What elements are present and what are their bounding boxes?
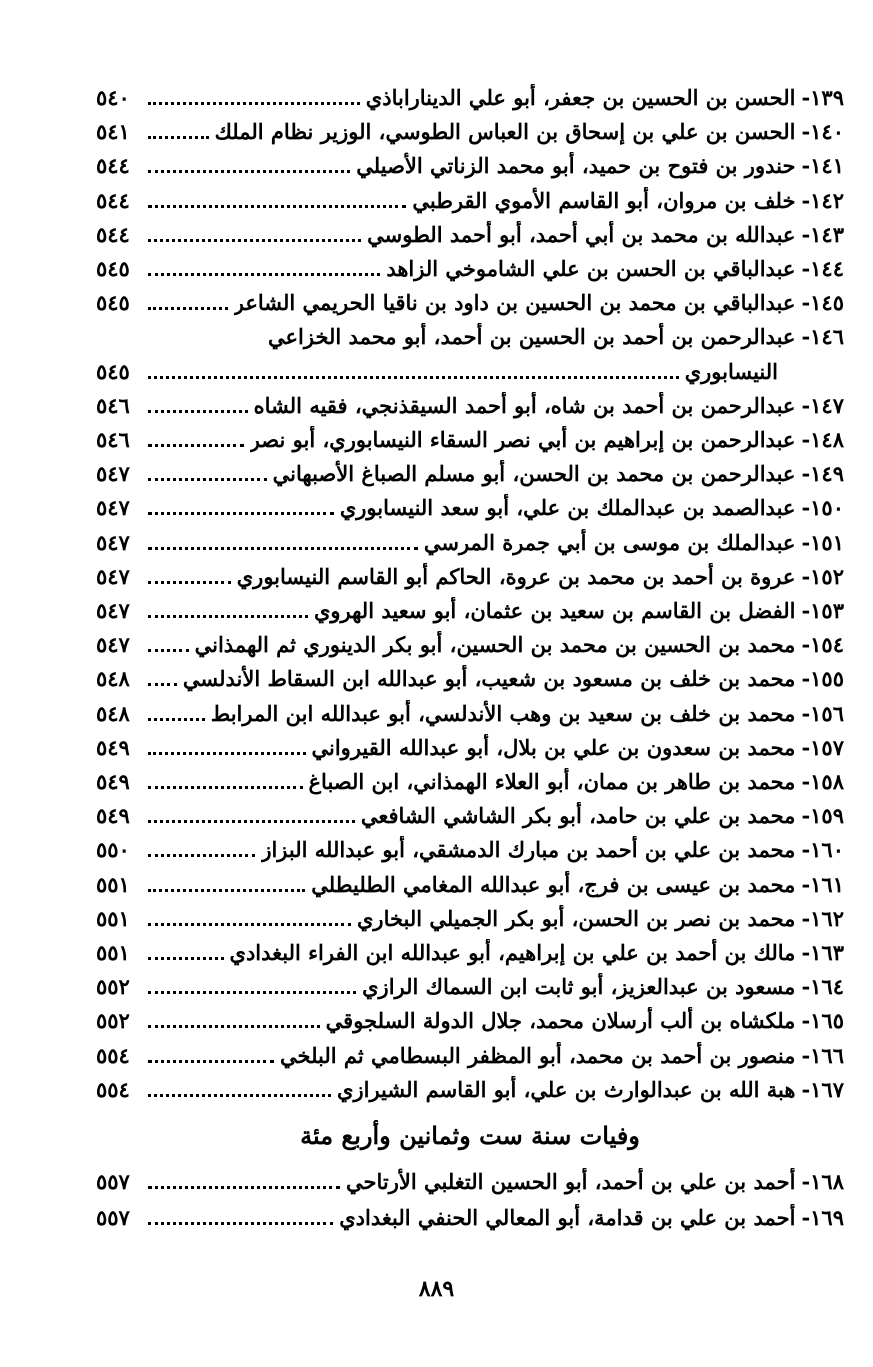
index-entry (96, 1070, 844, 1104)
entry-page-number: ٥٥٧ (96, 1205, 130, 1230)
entry-name: محمد بن خلف بن مسعود بن شعيب، أبو عبدالله ابن السقاط الأندلسي (182, 666, 796, 692)
index-entry (96, 796, 844, 830)
entry-name: خلف بن مروان، أبو القاسم الأموي القرطبي (412, 187, 796, 213)
leader-dots (148, 1094, 331, 1097)
leader-dots (148, 752, 306, 755)
entry-name: الفضل بن القاسم بن سعيد بن عثمان، أبو سعيد الهروي (313, 598, 796, 623)
entry-name: محمد بن خلف بن سعيد بن وهب الأندلسي، أبو عبدالله ابن المرابط (210, 700, 796, 726)
entry-page-number: ٥٥٤ (96, 1076, 130, 1102)
entry-number: ١٥٧- (801, 734, 844, 760)
leader-dots (148, 170, 350, 173)
index-entry (96, 317, 844, 351)
entry-number: ١٦٨- (801, 1169, 844, 1194)
entry-number: ١٥٦- (801, 700, 844, 726)
entry-page-number: ٥٤٤ (96, 187, 130, 213)
entry-page-number: ٥٤٧ (96, 598, 130, 623)
index-entry (96, 967, 844, 1001)
index-entry (96, 659, 844, 693)
entry-name: عبدالملك بن موسى بن أبي جمرة المرسي (423, 529, 796, 555)
page-folio: ٨٨٩ (418, 1276, 455, 1302)
entry-number: ١٤١- (801, 153, 844, 179)
index-entry (96, 591, 844, 625)
entry-number: ١٤٩- (801, 461, 844, 487)
entry-name: عبدالرحمن بن أحمد بن شاه، أبو أحمد السيقذنجي، فقيه الشاه (253, 392, 796, 418)
entry-number: ١٥٤- (801, 632, 844, 658)
index-entry (96, 352, 844, 386)
leader-dots (148, 718, 205, 721)
entry-name: مسعود بن عبدالعزيز، أبو ثابت ابن السماك الرازي (362, 974, 796, 1000)
leader-dots (148, 923, 351, 926)
leader-dots (148, 991, 356, 994)
entry-name: حندور بن فتوح بن حميد، أبو محمد الزناتي الأصيلي (356, 153, 796, 179)
entry-page-number: ٥٤٩ (96, 803, 130, 829)
entry-page-number: ٥٥١ (96, 905, 130, 931)
leader-dots (148, 1025, 320, 1028)
leader-dots (148, 683, 177, 686)
leader-dots (148, 478, 267, 481)
entry-page-number: ٥٤٥ (96, 256, 130, 281)
entry-number: ١٦١- (801, 871, 844, 897)
index-entry (96, 694, 844, 728)
leader-dots (148, 1186, 340, 1189)
leader-dots (148, 273, 380, 276)
index-entry (96, 283, 844, 317)
entry-name: هبة الله بن عبدالوارث بن علي، أبو القاسم الشيرازي (337, 1076, 796, 1102)
entry-name: محمد بن علي بن حامد، أبو بكر الشاشي الشافعي (360, 803, 796, 829)
entry-name: عبدالباقي بن محمد بن الحسين بن داود بن ناقيا الحريمي الشاعر (233, 290, 796, 316)
entry-page-number: ٥٤٦ (96, 427, 130, 452)
entry-number: ١٥٠- (801, 495, 844, 521)
index-entry (96, 933, 844, 967)
leader-dots (148, 239, 361, 242)
entry-page-number: ٥٤٧ (96, 632, 130, 658)
entry-page-number: ٥٥١ (96, 871, 130, 897)
entry-page-number: ٥٤٥ (96, 358, 130, 384)
entry-page-number: ٥٥٢ (96, 1008, 130, 1034)
entry-name: عبدالرحمن بن إبراهيم بن أبي نصر السقاء النيسابوري، أبو نصر (249, 427, 796, 452)
entry-number: ١٦٢- (801, 905, 844, 931)
entry-number: ١٦٣- (801, 940, 844, 965)
entry-name: عبدالباقي بن الحسن بن علي الشاموخي الزاهد (386, 256, 796, 281)
leader-dots (148, 957, 224, 960)
entry-name: محمد بن عيسى بن فرج، أبو عبدالله المغامي الطليطلي (311, 871, 796, 897)
entry-name: محمد بن علي بن أحمد بن مبارك الدمشقي، أبو عبدالله البزاز (261, 837, 796, 863)
leader-dots (148, 820, 355, 823)
entry-number: ١٥٣- (801, 598, 844, 623)
entry-number: ١٥٥- (801, 666, 844, 692)
entry-name: عبدالرحمن بن أحمد بن الحسين بن أحمد، أبو محمد الخزاعي (268, 324, 796, 350)
entry-name: مالك بن أحمد بن علي بن إبراهيم، أبو عبدالله ابن الفراء البغدادي (229, 940, 796, 965)
index-entry (96, 112, 844, 146)
index-entry (96, 625, 844, 659)
entry-number: ١٥٩- (801, 803, 844, 829)
entry-page-number: ٥٤٧ (96, 563, 130, 589)
entry-number: ١٥٢- (801, 563, 844, 589)
index-entry (96, 865, 844, 899)
entry-name: الحسن بن الحسين بن جعفر، أبو علي الديناراباذي (365, 85, 796, 110)
entry-number: ١٤٦- (801, 324, 844, 350)
index-entry (96, 249, 844, 283)
entry-name: الحسن بن علي بن إسحاق بن العباس الطوسي، الوزير نظام الملك (214, 119, 796, 145)
index-entry (96, 454, 844, 488)
entry-number: ١٥١- (801, 529, 844, 555)
entry-name: محمد بن نصر بن الحسن، أبو بكر الجميلي البخاري (357, 905, 796, 931)
index-entry (96, 728, 844, 762)
entry-page-number: ٥٥١ (96, 940, 130, 965)
entry-name: محمد بن سعدون بن علي بن بلال، أبو عبدالله القيرواني (311, 734, 796, 760)
entry-number: ١٦٦- (801, 1042, 844, 1068)
leader-dots (148, 410, 248, 413)
leader-dots (148, 376, 679, 379)
entry-number: ١٤٠- (801, 119, 844, 145)
index-entry (96, 523, 844, 557)
entry-name: عبدالصمد بن عبدالملك بن علي، أبو سعد النيسابوري (339, 495, 796, 521)
entry-number: ١٦٠- (801, 837, 844, 863)
entry-page-number: ٥٤٧ (96, 529, 130, 555)
entry-page-number: ٥٤٨ (96, 666, 130, 692)
leader-dots (148, 581, 231, 584)
leader-dots (148, 444, 244, 447)
entry-page-number: ٥٥٤ (96, 1042, 130, 1068)
entry-name: عروة بن أحمد بن محمد بن عروة، الحاكم أبو القاسم النيسابوري (236, 563, 796, 589)
entry-page-number: ٥٤٩ (96, 734, 130, 760)
index-entry (96, 146, 844, 180)
leader-dots (148, 786, 303, 789)
leader-dots (148, 547, 418, 550)
leader-dots (148, 854, 255, 857)
index-entry (96, 420, 844, 454)
entry-name: محمد بن طاهر بن ممان، أبو العلاء الهمذاني، ابن الصباغ (308, 769, 796, 794)
entry-number: ١٥٨- (801, 769, 844, 794)
entry-page-number: ٥٤٦ (96, 392, 130, 418)
entry-number: ١٦٤- (801, 974, 844, 1000)
entry-name: عبدالرحمن بن محمد بن الحسن، أبو مسلم الصباغ الأصبهاني (272, 461, 796, 487)
entry-name: عبدالله بن محمد بن أبي أحمد، أبو أحمد الطوسي (367, 221, 796, 247)
entry-number: ١٤٧- (801, 392, 844, 418)
index-entry (96, 899, 844, 933)
entry-number: ١٤٨- (801, 427, 844, 452)
index-entry (96, 762, 844, 796)
entry-number: ١٤٤- (801, 256, 844, 281)
entry-page-number: ٥٤٤ (96, 153, 130, 179)
entry-page-number: ٥٤٤ (96, 221, 130, 247)
leader-dots (148, 102, 360, 105)
leader-dots (148, 889, 305, 892)
entry-page-number: ٥٤٩ (96, 769, 130, 794)
entry-number: ١٦٧- (801, 1076, 844, 1102)
entry-page-number: ٥٤٧ (96, 495, 130, 521)
entry-page-number: ٥٤٨ (96, 700, 130, 726)
entry-name: النيسابوري (684, 358, 778, 384)
entry-name: ملكشاه بن ألب أرسلان محمد، جلال الدولة السلجوقي (325, 1008, 796, 1034)
entry-page-number: ٥٤٧ (96, 461, 130, 487)
entry-number: ١٤٥- (801, 290, 844, 316)
leader-dots (148, 1222, 333, 1225)
index-entry (96, 78, 844, 112)
index-entry (96, 557, 844, 591)
index-entry (96, 181, 844, 215)
index-entry (96, 1001, 844, 1035)
entry-name: أحمد بن علي بن قدامة، أبو المعالي الحنفي البغدادي (339, 1205, 796, 1230)
entry-name: أحمد بن علي بن أحمد، أبو الحسين التغلبي الأرتاحي (346, 1169, 796, 1194)
entry-number: ١٦٥- (801, 1008, 844, 1034)
leader-dots (148, 307, 228, 310)
entry-name: محمد بن الحسين بن محمد بن الحسين، أبو بكر الدينوري ثم الهمذاني (194, 632, 796, 658)
entry-page-number: ٥٥٢ (96, 974, 130, 1000)
entry-page-number: ٥٥٧ (96, 1169, 130, 1194)
entry-number: ١٣٩- (801, 85, 844, 110)
index-entry (96, 488, 844, 522)
leader-dots (148, 649, 189, 652)
entry-number: ١٦٩- (801, 1205, 844, 1230)
entry-number: ١٤٣- (801, 221, 844, 247)
index-entry (96, 1162, 844, 1196)
leader-dots (148, 615, 308, 618)
entry-page-number: ٥٤١ (96, 119, 130, 145)
entry-page-number: ٥٤٥ (96, 290, 130, 316)
index-entry (96, 830, 844, 864)
index-entry (96, 1198, 844, 1232)
leader-dots (148, 205, 406, 208)
index-entry (96, 215, 844, 249)
entry-name: منصور بن أحمد بن محمد، أبو المظفر البسطامي ثم البلخي (280, 1042, 796, 1068)
entry-number: ١٤٢- (801, 187, 844, 213)
entry-page-number: ٥٥٠ (96, 837, 130, 863)
leader-dots (148, 512, 334, 515)
index-entry (96, 386, 844, 420)
leader-dots (148, 1060, 274, 1063)
entry-page-number: ٥٤٠ (96, 85, 130, 110)
leader-dots (148, 136, 209, 139)
index-entry (96, 1036, 844, 1070)
section-heading: وفيات سنة ست وثمانين وأربع مئة (300, 1121, 640, 1150)
